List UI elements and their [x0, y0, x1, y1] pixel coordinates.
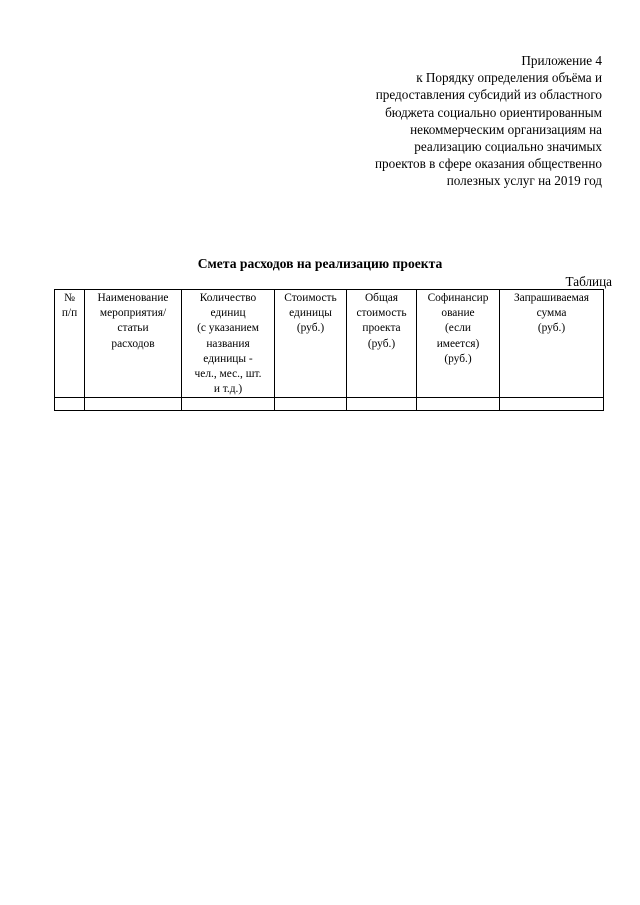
column-header-line: Запрашиваемая [513, 292, 590, 304]
column-header [85, 290, 182, 398]
column-header-line: чел., мес., шт. [194, 368, 262, 381]
column-header-line: (руб.) [537, 322, 566, 335]
column-header-line: названия [206, 337, 250, 350]
column-header-line: Количество [199, 292, 257, 304]
column-header [55, 290, 85, 398]
estimate-table [54, 289, 604, 411]
table-cell [417, 398, 500, 411]
table-header-row [55, 290, 604, 398]
column-header [182, 290, 275, 398]
column-header [500, 290, 604, 398]
appendix-line: к Порядку определения объёма и [416, 70, 602, 86]
column-header-line: единицы [289, 307, 332, 320]
appendix-line: полезных услуг на 2019 год [446, 173, 602, 189]
column-header-line: Общая [364, 292, 399, 304]
column-header [417, 290, 500, 398]
column-header-line: ование [441, 307, 475, 320]
document-title: Смета расходов на реализацию проекта [197, 256, 443, 271]
table-label: Таблица [565, 274, 612, 289]
column-header [347, 290, 417, 398]
table-cell [182, 398, 275, 411]
appendix-header [302, 52, 602, 190]
table-cell [500, 398, 604, 411]
table-row [55, 398, 604, 411]
column-header-line: Стоимость [284, 292, 337, 304]
column-header-line: сумма [536, 307, 567, 320]
table-cell [55, 398, 85, 411]
appendix-line: бюджета социально ориентированным [385, 104, 602, 120]
table-cell [275, 398, 347, 411]
column-header-line: (с указанием [197, 322, 259, 335]
column-header-line: имеется) [436, 337, 480, 350]
column-header-line: (если [445, 322, 471, 335]
table-body [55, 398, 604, 411]
column-header-line: проекта [362, 322, 401, 335]
table-cell [85, 398, 182, 411]
column-header-line: расходов [111, 337, 155, 350]
column-header-line: Наименование [97, 292, 169, 304]
column-header-line: статьи [117, 322, 149, 335]
column-header-line: единицы - [203, 352, 253, 365]
column-header-line: стоимость [356, 307, 407, 320]
column-header-line: (руб.) [296, 322, 325, 335]
column-header-line: Софинансир [427, 292, 489, 304]
column-header-line: и т.д.) [213, 383, 243, 396]
column-header-line: № [64, 292, 75, 304]
column-header-line: (руб.) [444, 352, 472, 365]
appendix-line: Приложение 4 [521, 53, 602, 68]
column-header-line: п/п [61, 307, 78, 320]
column-header-line: единиц [210, 307, 246, 320]
table-cell [347, 398, 417, 411]
column-header-line: мероприятия/ [99, 307, 167, 320]
appendix-line: реализацию социально значимых [414, 139, 602, 155]
column-header-line: (руб.) [367, 337, 396, 350]
appendix-line: некоммерческим организациям на [410, 121, 602, 137]
appendix-line: предоставления субсидий из областного [375, 87, 602, 103]
column-header [275, 290, 347, 398]
appendix-line: проектов в сфере оказания общественно [374, 156, 602, 172]
